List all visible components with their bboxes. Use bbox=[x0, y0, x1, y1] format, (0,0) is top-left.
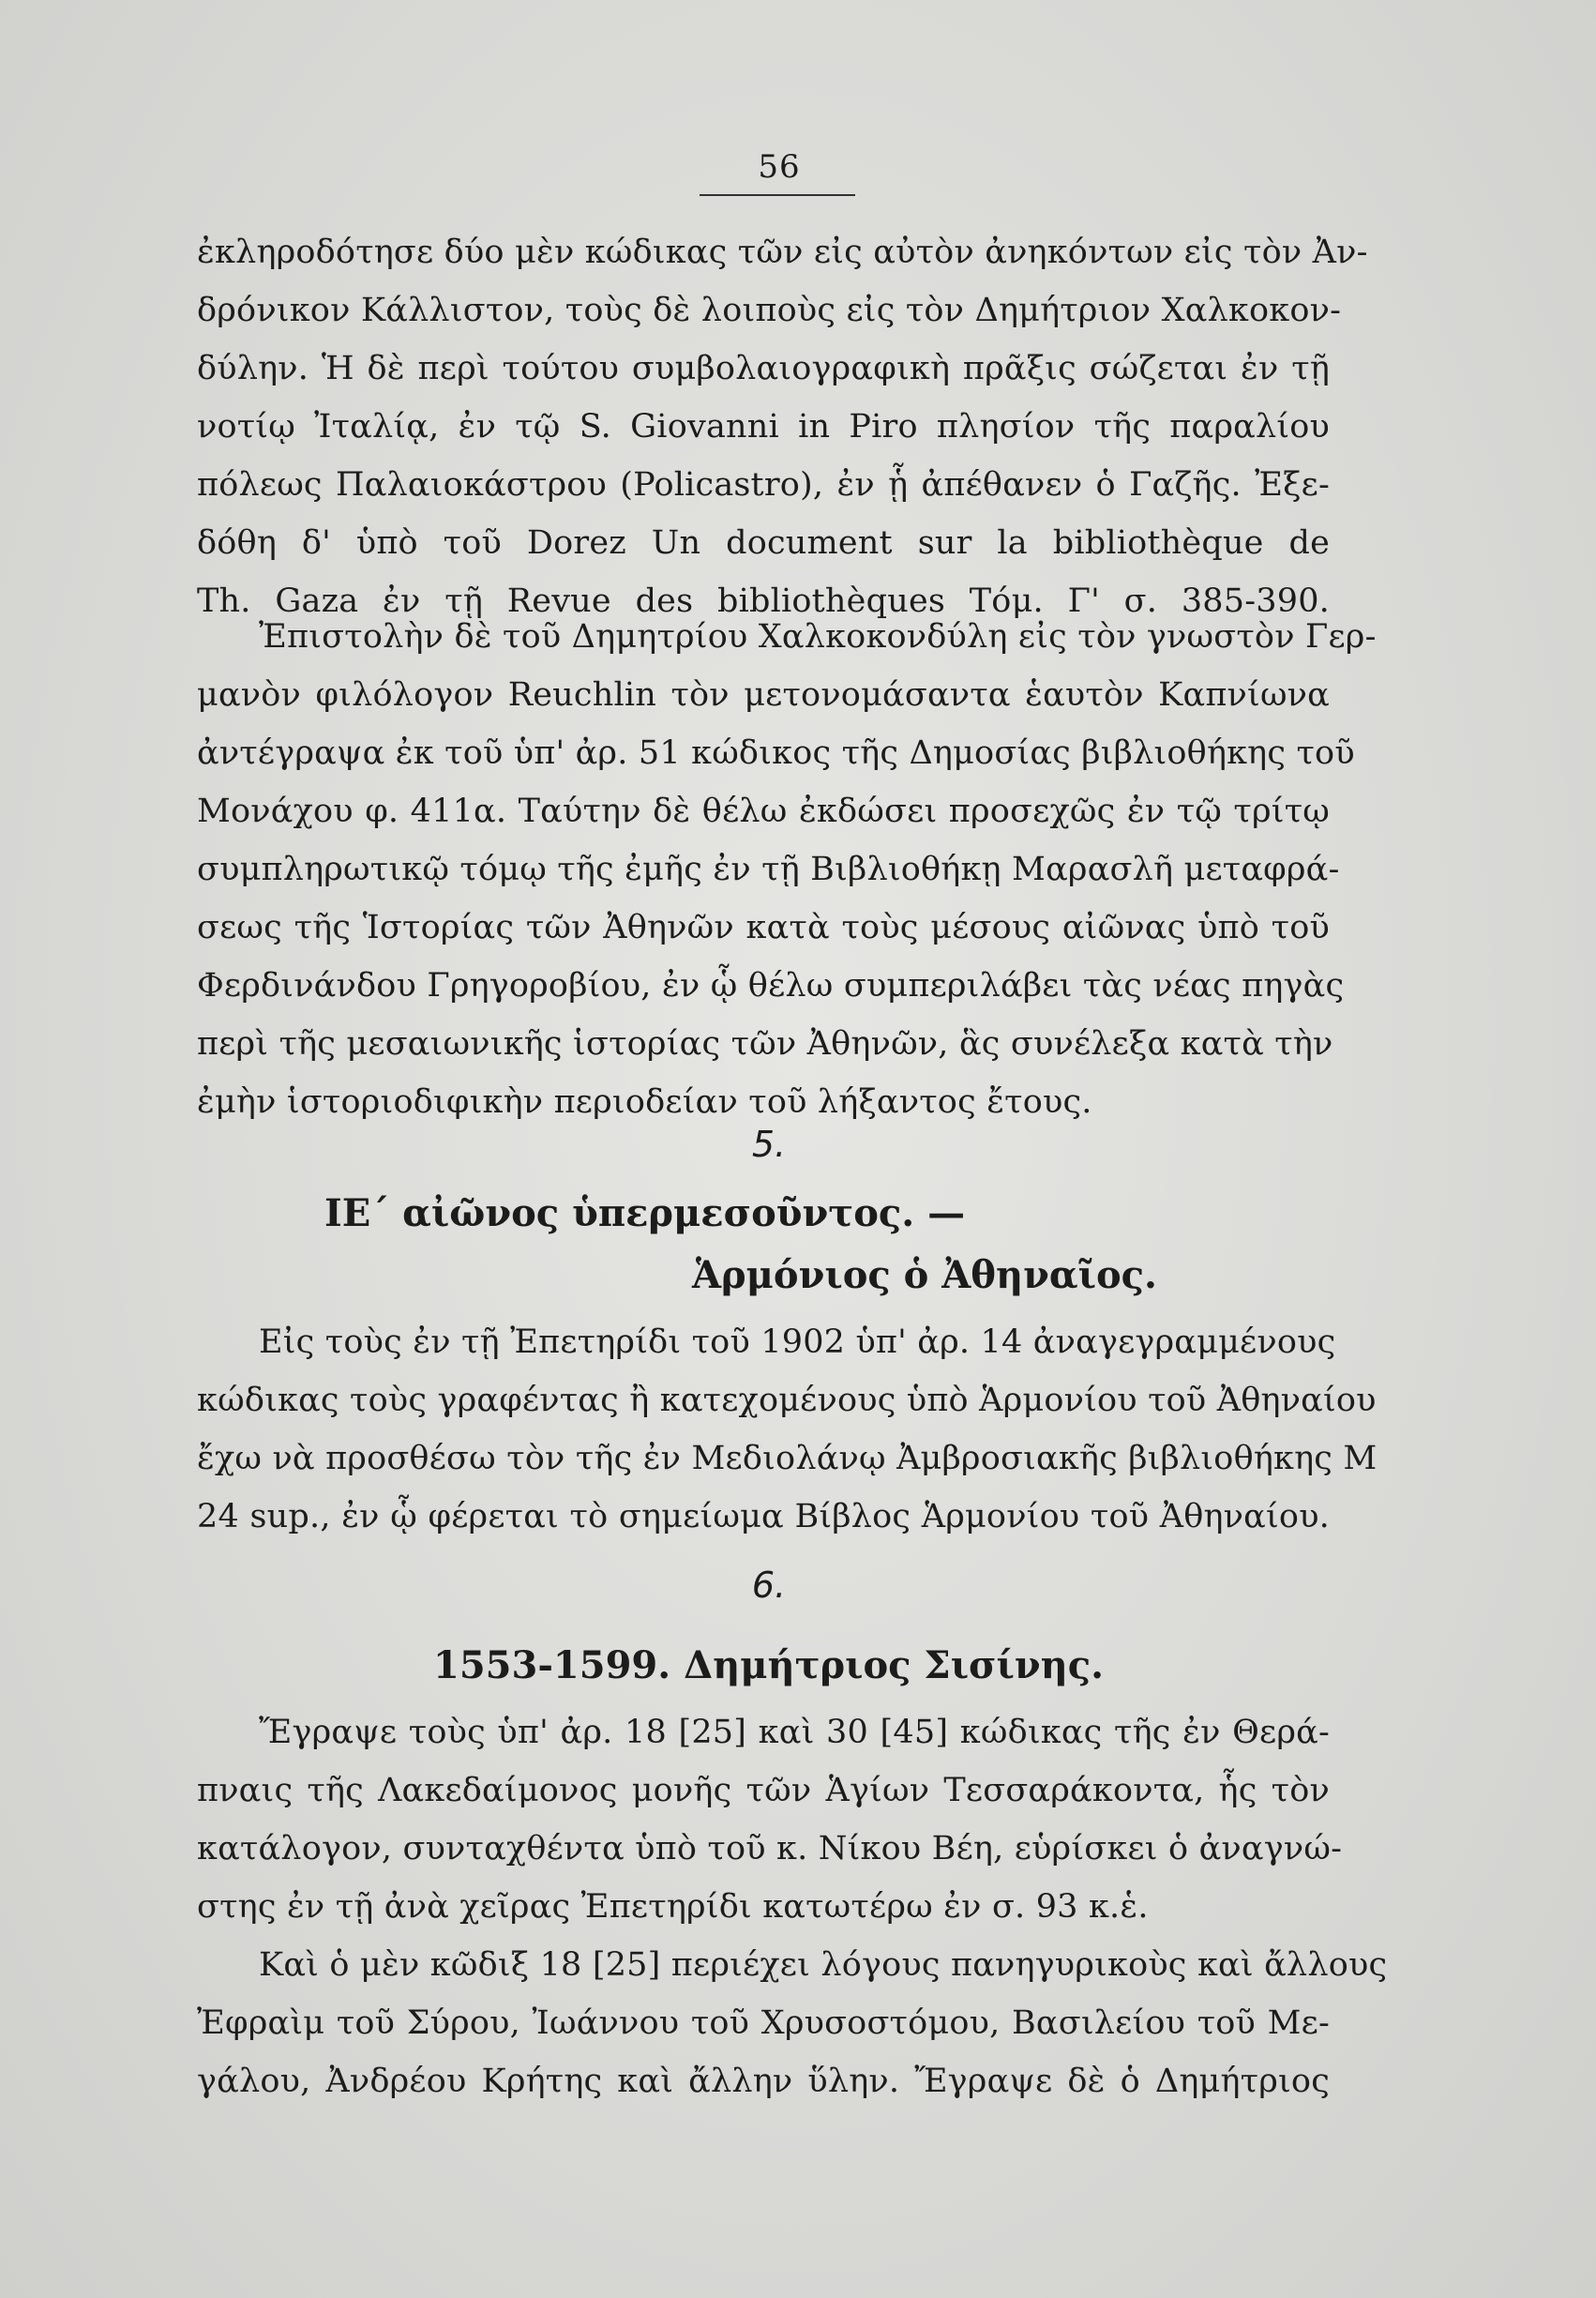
text-line: στης ἐν τῇ ἀνὰ χεῖρας Ἐπετηρίδι κατωτέρω ἐν σ. 93 κ.ἑ. bbox=[197, 1888, 1149, 1926]
text-line: ἐμὴν ἱστοριοδιφικὴν περιοδείαν τοῦ λήξαντος ἔτους. bbox=[197, 1083, 1092, 1121]
text-line: κατάλογον, συνταχθέντα ὑπὸ τοῦ κ. Νίκου Βέη, εὑρίσκει ὁ ἀναγνώ- bbox=[197, 1830, 1343, 1867]
section-5-paragraph bbox=[197, 1313, 1378, 1546]
text-line: κώδικας τοὺς γραφέντας ἢ κατεχομένους ὑπὸ Ἁρμονίου τοῦ Ἀθηναίου bbox=[197, 1382, 1377, 1419]
text-line: Ἐφραὶμ τοῦ Σύρου, Ἰωάννου τοῦ Χρυσοστόμου, Βασιλείου τοῦ Με- bbox=[197, 2004, 1330, 2042]
text-line: Th. Gaza ἐν τῇ Revue des bibliothèques Τόμ. Γ' σ. 385-390. bbox=[197, 582, 1330, 620]
text-line: ἐκληροδότησε δύο μὲν κώδικας τῶν εἰς αὐτὸν ἀνηκόντων εἰς τὸν Ἀν- bbox=[197, 234, 1368, 271]
text-line: νοτίῳ Ἰταλίᾳ, ἐν τῷ S. Giovanni in Piro πλησίον τῆς παραλίου bbox=[197, 408, 1330, 446]
section-5-heading-line-2: Ἁρμόνιος ὁ Ἀθηναῖος. bbox=[692, 1253, 1157, 1297]
text-line: ἔχω νὰ προσθέσω τὸν τῆς ἐν Μεδιολάνῳ Ἀμβροσιακῆς βιβλιοθήκης Μ bbox=[197, 1440, 1378, 1477]
text-line: Καὶ ὁ μὲν κῶδιξ 18 [25] περιέχει λόγους πανηγυρικοὺς καὶ ἄλλους bbox=[259, 1946, 1388, 1984]
text-line: Εἰς τοὺς ἐν τῇ Ἐπετηρίδι τοῦ 1902 ὑπ' ἀρ. 14 ἀναγεγραμμένους bbox=[259, 1323, 1336, 1361]
text-line: Μονάχου φ. 411α. Ταύτην δὲ θέλω ἐκδώσει προσεχῶς ἐν τῷ τρίτῳ bbox=[197, 793, 1330, 830]
text-line: περὶ τῆς μεσαιωνικῆς ἱστορίας τῶν Ἀθηνῶν, ἃς συνέλεξα κατὰ τὴν bbox=[197, 1025, 1333, 1063]
section-6-paragraph-2 bbox=[197, 1936, 1388, 2110]
text-line: πόλεως Παλαιοκάστρου (Policastro), ἐν ᾗ ἀπέθανεν ὁ Γαζῆς. Ἐξε- bbox=[197, 466, 1330, 504]
text-line: δόθη δ' ὑπὸ τοῦ Dorez Un document sur la bibliothèque de bbox=[197, 524, 1330, 562]
section-6-paragraph-1 bbox=[197, 1703, 1343, 1936]
section-5-heading-line-1: ΙΕ΄ αἰῶνος ὑπερμεσοῦντος. — bbox=[324, 1191, 966, 1235]
text-line: γάλου, Ἀνδρέου Κρήτης καὶ ἄλλην ὕλην. Ἔγραψε δὲ ὁ Δημήτριος bbox=[197, 2063, 1330, 2100]
page-number: 56 bbox=[758, 148, 801, 186]
text-line: δρόνικον Κάλλιστον, τοὺς δὲ λοιποὺς εἰς τὸν Δημήτριον Χαλκοκον- bbox=[197, 292, 1342, 329]
page-number-rule bbox=[700, 194, 855, 196]
section-number-6: 6. bbox=[751, 1565, 787, 1606]
section-number-5: 5. bbox=[751, 1124, 787, 1165]
text-line: μανὸν φιλόλογον Reuchlin τὸν μετονομάσαντα ἑαυτὸν Καπνίωνα bbox=[197, 676, 1330, 714]
text-line: Ἐπιστολὴν δὲ τοῦ Δημητρίου Χαλκοκονδύλη εἰς τὸν γνωστὸν Γερ- bbox=[259, 618, 1377, 656]
text-line: Φερδινάνδου Γρηγοροβίου, ἐν ᾧ θέλω συμπεριλάβει τὰς νέας πηγὰς bbox=[197, 967, 1345, 1005]
text-line: πναις τῆς Λακεδαίμονος μονῆς τῶν Ἁγίων Τεσσαράκοντα, ἧς τὸν bbox=[197, 1772, 1330, 1809]
text-line: σεως τῆς Ἱστορίας τῶν Ἀθηνῶν κατὰ τοὺς μέσους αἰῶνας ὑπὸ τοῦ bbox=[197, 909, 1330, 946]
paragraph-2 bbox=[197, 608, 1377, 1131]
section-6-heading: 1553-1599. Δημήτριος Σισίνης. bbox=[433, 1643, 1105, 1687]
text-line: ἀντέγραψα ἐκ τοῦ ὑπ' ἀρ. 51 κώδικος τῆς Δημοσίας βιβλιοθήκης τοῦ bbox=[197, 734, 1355, 772]
text-line: συμπληρωτικῷ τόμῳ τῆς ἐμῆς ἐν τῇ Βιβλιοθήκῃ Μαρασλῆ μεταφρά- bbox=[197, 851, 1340, 888]
text-line: 24 sup., ἐν ᾧ φέρεται τὸ σημείωμα Βίβλος Ἁρμονίου τοῦ Ἀθηναίου. bbox=[197, 1498, 1330, 1535]
paragraph-1 bbox=[197, 223, 1368, 630]
text-line: Ἔγραψε τοὺς ὑπ' ἀρ. 18 [25] καὶ 30 [45] κώδικας τῆς ἐν Θερά- bbox=[259, 1714, 1330, 1751]
text-line: δύλην. Ἡ δὲ περὶ τούτου συμβολαιογραφικὴ πρᾶξις σώζεται ἐν τῇ bbox=[197, 350, 1330, 387]
